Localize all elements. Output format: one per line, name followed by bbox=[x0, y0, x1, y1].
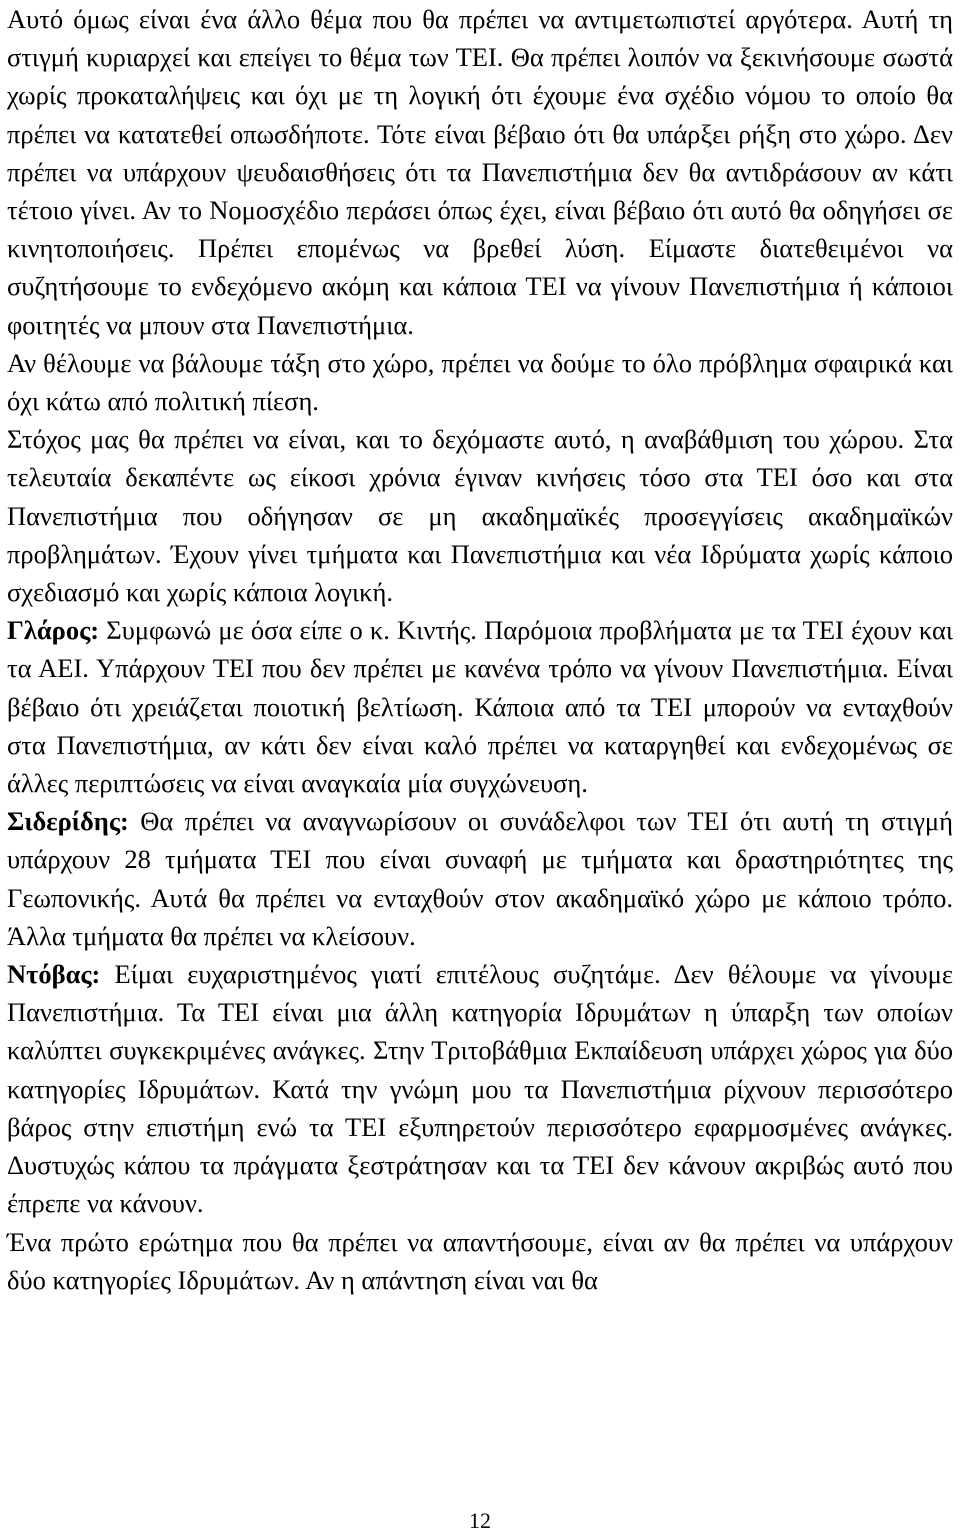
paragraph-text: Συμφωνώ με όσα είπε ο κ. Κιντής. Παρόμοια προβλήματα με τα ΤΕΙ έχουν και τα ΑΕΙ. Υπάρχουν ΤΕΙ που δεν πρέπει με κανένα τρόπο να γίνουν Πανεπιστήμια. Είναι βέβαιο ότι χρειάζεται ποιοτική βελτίωση. Κάποια από τα ΤΕΙ μπορούν να ενταχθούν στα Πανεπιστήμια, αν κάτι δεν είναι καλό πρέπει να καταργηθεί και ενδεχομένως σε άλλες περιπτώσεις να είναι αναγκαία μία συγχώνευση. bbox=[7, 615, 953, 799]
speaker-name: Σιδερίδης: bbox=[7, 806, 129, 837]
speaker-name: Ντόβας: bbox=[7, 959, 101, 990]
paragraph-ntovas bbox=[7, 955, 953, 1222]
document-page bbox=[7, 0, 953, 1299]
paragraph-text: Ένα πρώτο ερώτημα που θα πρέπει να απαντήσουμε, είναι αν θα πρέπει να υπάρχουν δύο κατηγορίες Ιδρυμάτων. Αν η απάντηση είναι ναι θα bbox=[7, 1226, 953, 1295]
speaker-name: Γλάρος: bbox=[7, 615, 100, 646]
paragraph-sideridis bbox=[7, 802, 953, 955]
paragraph-glaros bbox=[7, 611, 953, 802]
paragraph-text: Στόχος μας θα πρέπει να είναι, και το δεχόμαστε αυτό, η αναβάθμιση του χώρου. Στα τελευταία δεκαπέντε ως είκοσι χρόνια έγιναν κινήσεις τόσο στα ΤΕΙ όσο και στα Πανεπιστήμια που οδήγησαν σε μη ακαδημαϊκές προσεγγίσεις ακαδημαϊκών προβλημάτων. Έχουν γίνει τμήματα και Πανεπιστήμια και νέα Ιδρύματα χωρίς κάποιο σχεδιασμό και χωρίς κάποια λογική. bbox=[7, 424, 953, 608]
paragraph-3 bbox=[7, 420, 953, 611]
paragraph-2 bbox=[7, 344, 953, 420]
paragraph-1 bbox=[7, 0, 953, 344]
paragraph-7 bbox=[7, 1223, 953, 1299]
page-number: 12 bbox=[469, 1508, 491, 1533]
paragraph-text: Αν θέλουμε να βάλουμε τάξη στο χώρο, πρέπει να δούμε το όλο πρόβλημα σφαιρικά και όχι κάτω από πολιτική πίεση. bbox=[7, 347, 953, 417]
paragraph-text: Είμαι ευχαριστημένος γιατί επιτέλους συζητάμε. Δεν θέλουμε να γίνουμε Πανεπιστήμια. Τα ΤΕΙ είναι μια άλλη κατηγορία Ιδρυμάτων η ύπαρξη των οποίων καλύπτει συγκεκριμένες ανάγκες. Στην Τριτοβάθμια Εκπαίδευση υπάρχει χώρος για δύο κατηγορίες Ιδρυμάτων. Κατά την γνώμη μου τα Πανεπιστήμια ρίχνουν περισσότερο βάρος στην επιστήμη ενώ τα ΤΕΙ εξυπηρετούν περισσότερο εφαρμοσμένες ανάγκες. Δυστυχώς κάπου τα πράγματα ξεστράτησαν και τα ΤΕΙ δεν κάνουν ακριβώς αυτό που έπρεπε να κάνουν. bbox=[7, 959, 953, 1219]
paragraph-text: Αυτό όμως είναι ένα άλλο θέμα που θα πρέπει να αντιμετωπιστεί αργότερα. Αυτή τη στιγμή κυριαρχεί και επείγει το θέμα των ΤΕΙ. Θα πρέπει λοιπόν να ξεκινήσουμε σωστά χωρίς προκαταλήψεις και όχι με τη λογική ότι έχουμε ένα σχέδιο νόμου το οποίο θα πρέπει να κατατεθεί οπωσδήποτε. Τότε είναι βέβαιο ότι θα υπάρξει ρήξη στο χώρο. Δεν πρέπει να υπάρχουν ψευδαισθήσεις ότι τα Πανεπιστήμια δεν θα αντιδράσουν αν κάτι τέτοιο γίνει. Αν το Νομοσχέδιο περάσει όπως έχει, είναι βέβαιο ότι αυτό θα οδηγήσει σε κινητοποιήσεις. Πρέπει επομένως να βρεθεί λύση. Είμαστε διατεθειμένοι να συζητήσουμε το ενδεχόμενο ακόμη και κάποια ΤΕΙ να γίνουν Πανεπιστήμια ή κάποιοι φοιτητές να μπουν στα Πανεπιστήμια. bbox=[7, 4, 953, 340]
paragraph-text: Θα πρέπει να αναγνωρίσουν οι συνάδελφοι των ΤΕΙ ότι αυτή τη στιγμή υπάρχουν 28 τμήματα ΤΕΙ που είναι συναφή με τμήματα και δραστηριότητες της Γεωπονικής. Αυτά θα πρέπει να ενταχθούν στον ακαδημαϊκό χώρο με κάποιο τρόπο. Άλλα τμήματα θα πρέπει να κλείσουν. bbox=[7, 806, 953, 951]
